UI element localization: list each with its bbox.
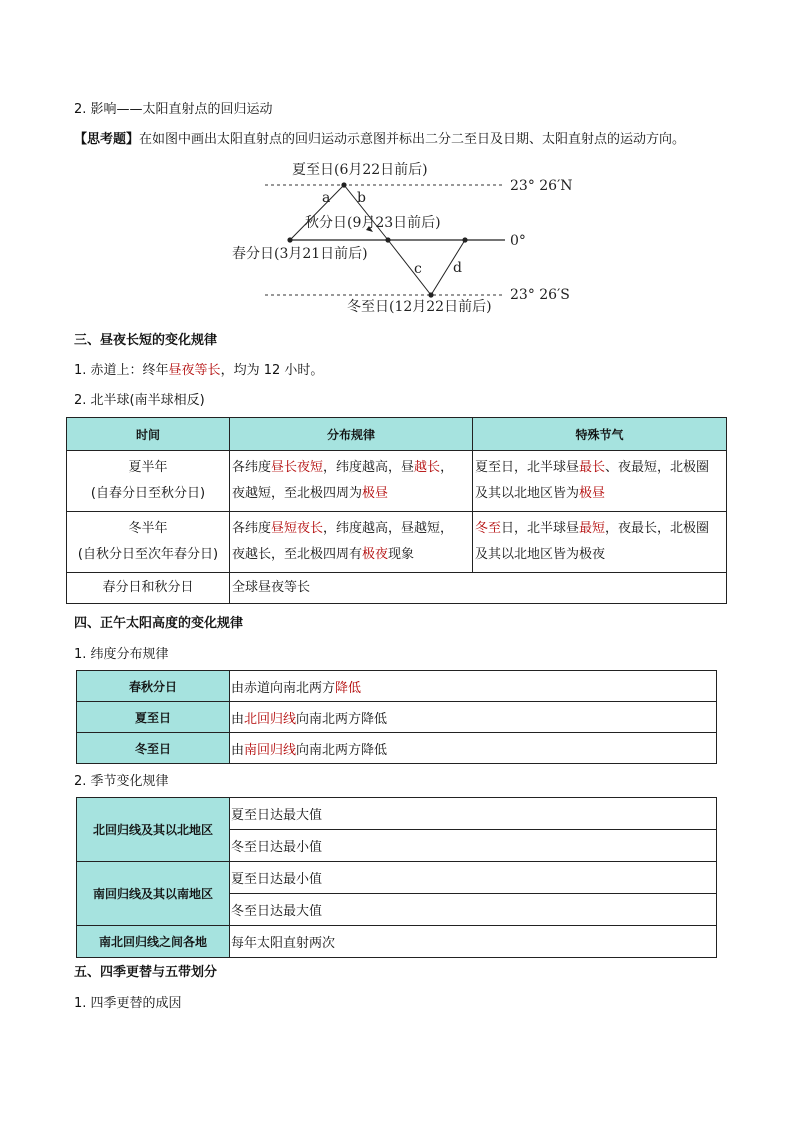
text-red: 最短 <box>579 521 606 536</box>
segment-d-label: d <box>453 260 462 276</box>
text: 向南北两方降低 <box>296 742 388 758</box>
header-distribution: 分布规律 <box>230 418 473 451</box>
text: ，纬度越高，昼越短， <box>323 521 454 536</box>
table-row <box>77 733 717 764</box>
text-red: 越长 <box>414 460 441 475</box>
text: 夏至日，北半球昼 <box>475 460 580 475</box>
time-main: 冬半年 <box>128 521 168 536</box>
next-spring-point <box>462 237 467 242</box>
table-row <box>67 573 727 604</box>
value-cell <box>230 671 717 702</box>
special-cell <box>473 512 727 573</box>
table-row <box>77 671 717 702</box>
key-cell: 南回归线及其以南地区 <box>77 862 230 926</box>
table-row <box>67 451 727 512</box>
winter-label: 冬至日(12月22日前后) <box>347 299 492 315</box>
text: 夜越长，至北极四周有 <box>232 547 363 562</box>
summer-label: 夏至日(6月22日前后) <box>292 162 428 178</box>
section-2-heading: 2. 影响——太阳直射点的回归运动 <box>74 102 273 117</box>
segment-b-label: b <box>357 190 366 206</box>
distribution-cell <box>230 512 473 573</box>
table-row <box>77 926 717 958</box>
text-red: 极夜 <box>362 547 389 562</box>
time-sub: (自春分日至秋分日) <box>90 486 206 501</box>
text: ，夜最长，北极圈 <box>605 521 710 536</box>
text-red: 昼短夜长 <box>271 521 324 536</box>
section-5-heading: 五、四季更替与五带划分 <box>74 965 218 980</box>
key-cell: 南北回归线之间各地 <box>77 926 230 958</box>
latitude-table <box>76 670 717 764</box>
text: 夜越短，至北极四周为 <box>232 486 363 501</box>
equator-rule-pre: 1. 赤道上：终年 <box>74 363 169 378</box>
latitude-rule-heading: 1. 纬度分布规律 <box>74 647 169 662</box>
table-row <box>77 702 717 733</box>
summer-point <box>341 182 346 187</box>
question-text: 在如图中画出太阳直射点的回归运动示意图并标出二分二至日及日期、太阳直射点的运动方向。 <box>139 132 686 147</box>
key-cell: 北回归线及其以北地区 <box>77 798 230 862</box>
key-cell: 春秋分日 <box>77 671 230 702</box>
table-row <box>77 862 717 894</box>
header-time: 时间 <box>67 418 230 451</box>
value-cell: 每年太阳直射两次 <box>230 926 717 958</box>
seasonal-rule-heading: 2. 季节变化规律 <box>74 774 169 789</box>
spring-point <box>287 237 292 242</box>
equator-rule-red: 昼夜等长 <box>168 363 221 378</box>
key-cell: 冬至日 <box>77 733 230 764</box>
text: 、夜最短，北极圈 <box>605 460 710 475</box>
day-night-table <box>66 417 727 604</box>
text: 现象 <box>388 547 415 562</box>
table-row <box>77 798 717 830</box>
time-cell: 春分日和秋分日 <box>67 573 230 604</box>
equator-rule <box>74 362 323 380</box>
text-red: 最长 <box>579 460 606 475</box>
value-cell <box>230 733 717 764</box>
text: 向南北两方降低 <box>296 711 388 727</box>
time-cell <box>67 451 230 512</box>
time-sub: (自秋分日至次年春分日) <box>77 547 219 562</box>
latitude-south-label: 23° 26′S <box>510 287 570 303</box>
spring-label: 春分日(3月21日前后) <box>232 246 368 262</box>
segment-c-label: c <box>414 261 422 277</box>
header-special: 特殊节气 <box>473 418 727 451</box>
text-red: 南回归线 <box>244 742 297 758</box>
latitude-zero-label: 0° <box>510 233 526 249</box>
time-main: 夏半年 <box>128 460 168 475</box>
solar-migration-diagram <box>220 155 580 320</box>
text: ，纬度越高，昼 <box>323 460 415 475</box>
seasons-cause-heading: 1. 四季更替的成因 <box>74 996 182 1011</box>
text: 及其以北地区皆为极夜 <box>475 547 606 562</box>
key-cell: 夏至日 <box>77 702 230 733</box>
question-line <box>74 131 685 149</box>
equator-rule-post: ，均为 12 小时。 <box>220 363 324 378</box>
distribution-cell <box>230 451 473 512</box>
text: 由 <box>231 742 245 758</box>
autumn-point <box>385 237 390 242</box>
text: 日，北半球昼 <box>501 521 580 536</box>
autumn-label: 秋分日(9月23日前后) <box>305 215 441 231</box>
text-red: 极昼 <box>362 486 389 501</box>
special-cell <box>473 451 727 512</box>
northern-hemisphere-heading: 2. 北半球(南半球相反) <box>74 393 205 408</box>
text: 各纬度 <box>232 460 272 475</box>
text-red: 极昼 <box>579 486 606 501</box>
table-row <box>67 512 727 573</box>
section-3-heading: 三、昼夜长短的变化规律 <box>74 333 218 348</box>
question-label: 【思考题】 <box>74 132 140 147</box>
value-cell: 夏至日达最小值 <box>230 862 717 894</box>
text-red: 降低 <box>335 680 362 696</box>
text: 由 <box>231 711 245 727</box>
value-cell: 冬至日达最小值 <box>230 830 717 862</box>
value-cell: 夏至日达最大值 <box>230 798 717 830</box>
text: 各纬度 <box>232 521 272 536</box>
value-cell <box>230 702 717 733</box>
seasonal-table <box>76 797 717 958</box>
value-cell: 冬至日达最大值 <box>230 894 717 926</box>
winter-point <box>428 292 433 297</box>
text: ， <box>440 460 454 475</box>
distribution-cell: 全球昼夜等长 <box>230 573 727 604</box>
section-4-heading: 四、正午太阳高度的变化规律 <box>74 616 244 631</box>
text-red: 昼长夜短 <box>271 460 324 475</box>
text-red: 北回归线 <box>244 711 297 727</box>
time-cell <box>67 512 230 573</box>
text-red: 冬至 <box>475 521 502 536</box>
text: 由赤道向南北两方 <box>231 680 336 696</box>
segment-a-label: a <box>322 190 331 206</box>
text: 及其以北地区皆为 <box>475 486 580 501</box>
latitude-north-label: 23° 26′N <box>510 178 573 194</box>
